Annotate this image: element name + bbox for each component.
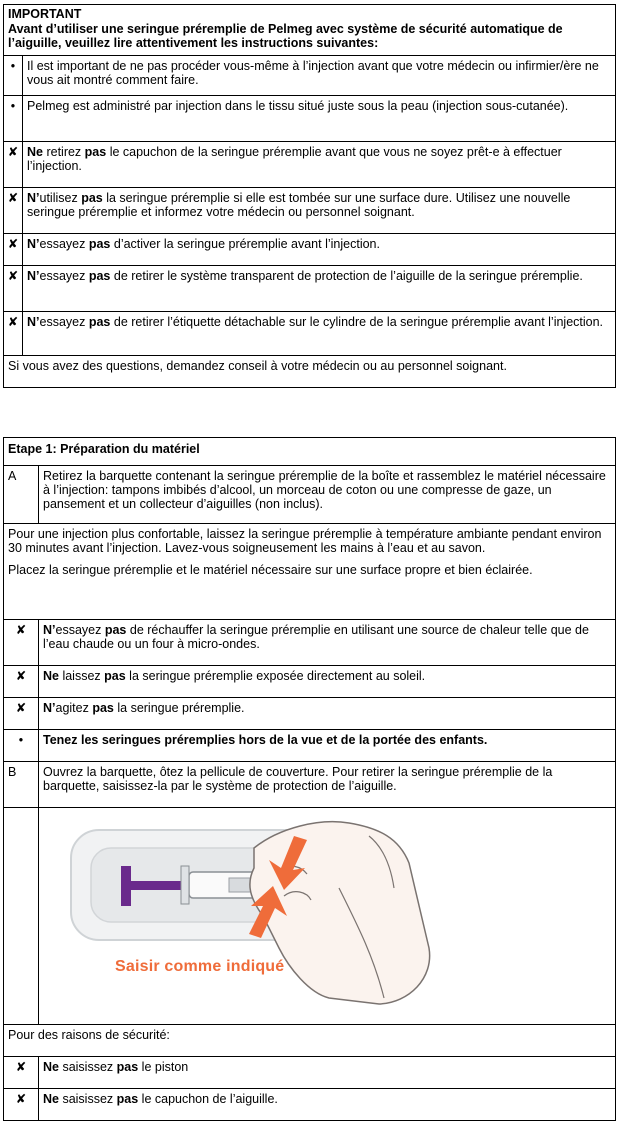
step1-safety-row [4, 1025, 616, 1057]
step1-warn-text: N’essayez pas de réchauffer la seringue préremplie en utilisant une source de chaleur telle que de l’eau chaude ou un four à micro-ondes. [39, 620, 616, 666]
important-row-text: N’essayez pas de retirer l’étiquette détachable sur le cylindre de la seringue préremplie avant l’injection. [23, 312, 616, 356]
important-row-text: N’essayez pas d’activer la seringue préremplie avant l’injection. [23, 234, 616, 266]
step1-warn-text: Ne saisissez pas le capuchon de l’aiguille. [39, 1089, 616, 1121]
important-row-3 [4, 142, 616, 188]
cross-icon: ✘ [4, 620, 39, 666]
step1-title: Etape 1: Préparation du matériel [4, 438, 616, 466]
step1-b-text: Ouvrez la barquette, ôtez la pellicule de couverture. Pour retirer la seringue préremplie de la barquette, saisissez-la par le système de protection de l’aiguille. [39, 762, 616, 808]
step1-illustration-row [4, 808, 616, 1025]
step1-a-row [4, 466, 616, 524]
important-row-text: N’essayez pas de retirer le système transparent de protection de l’aiguille de la seringue préremplie. [23, 266, 616, 312]
cross-icon: ✘ [4, 1089, 39, 1121]
cross-icon: ✘ [4, 142, 23, 188]
important-row-5 [4, 234, 616, 266]
hand-holding-syringe-icon [39, 808, 613, 1024]
important-table [3, 4, 616, 388]
important-row-text: Pelmeg est administré par injection dans le tissu situé juste sous la peau (injection sous-cutanée). [23, 96, 616, 142]
important-row-text: Ne retirez pas le capuchon de la seringue préremplie avant que vous ne soyez prêt-e à effectuer l’injection. [23, 142, 616, 188]
step1-warn-text: Ne saisissez pas le piston [39, 1057, 616, 1089]
step1-para-1: Pour une injection plus confortable, laissez la seringue préremplie à température ambiante pendant environ 30 minutes avant l’injection. Lavez-vous soigneusement les mains à l’eau et au savon. [8, 527, 602, 555]
cross-icon: ✘ [4, 234, 23, 266]
bullet-icon: • [4, 730, 39, 762]
cross-icon: ✘ [4, 266, 23, 312]
step-letter-a: A [4, 466, 39, 524]
bullet-icon: • [4, 56, 23, 96]
cross-icon: ✘ [4, 1057, 39, 1089]
cross-icon: ✘ [4, 188, 23, 234]
important-row-7 [4, 312, 616, 356]
important-row-text: Il est important de ne pas procéder vous-même à l’injection avant que votre médecin ou infirmier/ère ne vous ait montré comment faire. [23, 56, 616, 96]
cross-icon: ✘ [4, 312, 23, 356]
step1-warn-text: Ne laissez pas la seringue préremplie exposée directement au soleil. [39, 666, 616, 698]
step1-table [3, 437, 616, 1121]
step1-b-row [4, 762, 616, 808]
step1-warn-4-row [4, 1057, 616, 1089]
step1-warn-text: N’agitez pas la seringue préremplie. [39, 698, 616, 730]
important-row-2 [4, 96, 616, 142]
important-row-6 [4, 266, 616, 312]
step1-bullet-row [4, 730, 616, 762]
step-letter-b: B [4, 762, 39, 808]
important-intro: Avant d’utiliser une seringue préremplie de Pelmeg avec système de sécurité automatique de l’aiguille, veuillez lire attentivement les instructions suivantes: [8, 22, 563, 50]
important-footer: Si vous avez des questions, demandez conseil à votre médecin ou au personnel soignant. [4, 356, 616, 388]
syringe-tray-illustration [39, 808, 616, 1025]
cross-icon: ✘ [4, 698, 39, 730]
step1-para-2: Placez la seringue préremplie et le matériel nécessaire sur une surface propre et bien éclairée. [8, 563, 533, 577]
step1-safety-text: Pour des raisons de sécurité: [4, 1025, 616, 1057]
step1-warn-1-row [4, 620, 616, 666]
important-footer-row [4, 356, 616, 388]
step1-a-text: Retirez la barquette contenant la seringue préremplie de la boîte et rassemblez le matériel nécessaire à l’injection: tampons imbibés d’alcool, un morceau de coton ou une compresse de gaze, un pansement et un collecteur d’aiguilles (non inclus). [39, 466, 616, 524]
important-row-4 [4, 188, 616, 234]
bullet-icon: • [4, 96, 23, 142]
illustration-caption: Saisir comme indiqué [115, 958, 285, 975]
step1-para-row [4, 524, 616, 620]
step1-warn-2-row [4, 666, 616, 698]
important-title: IMPORTANT [8, 7, 82, 21]
important-header-row [4, 5, 616, 56]
step1-warn-3-row [4, 698, 616, 730]
important-row-text: N’utilisez pas la seringue préremplie si elle est tombée sur une surface dure. Utilisez une nouvelle seringue préremplie et informez votre médecin ou personnel soignant. [23, 188, 616, 234]
step1-warn-5-row [4, 1089, 616, 1121]
important-row-1 [4, 56, 616, 96]
step1-header-row [4, 438, 616, 466]
cross-icon: ✘ [4, 666, 39, 698]
step1-bullet-text: Tenez les seringues préremplies hors de la vue et de la portée des enfants. [39, 730, 616, 762]
